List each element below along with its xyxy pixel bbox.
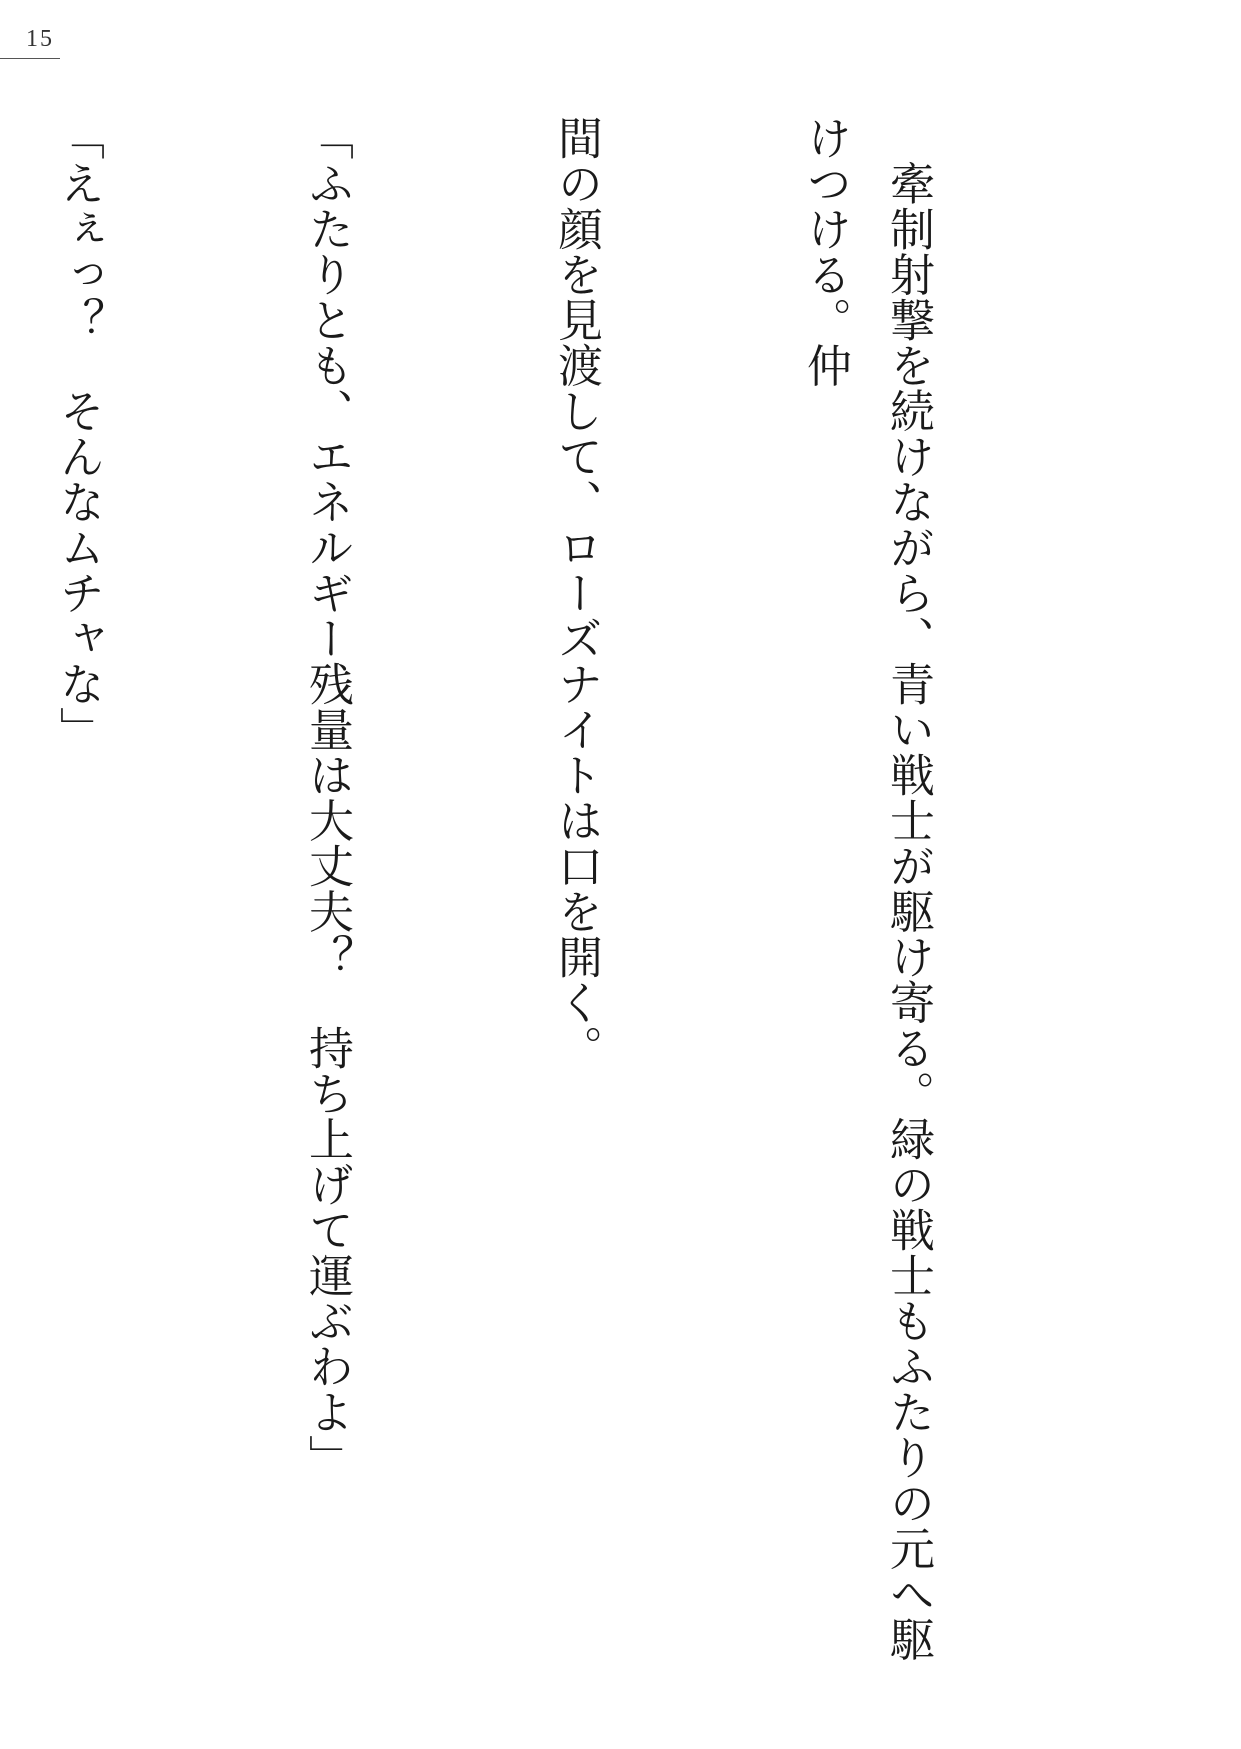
text-line: 「えぇっ？ そんなムチャな」 — [52, 115, 105, 752]
text-line: 間の顔を見渡して、ローズナイトは口を開く。 — [550, 115, 603, 1071]
text-line: 「ふたりとも、エネルギー残量は大丈夫？ 持ち上げて運ぶわよ」 — [301, 115, 354, 1480]
page-number: 15 — [26, 26, 54, 52]
text-line: 牽制射撃を続けながら、青い戦士が駆け寄る。緑の戦士もふたりの元へ駆けつける。仲 — [799, 115, 935, 1662]
page-number-rule — [0, 58, 60, 59]
novel-text-block — [0, 115, 1116, 1665]
